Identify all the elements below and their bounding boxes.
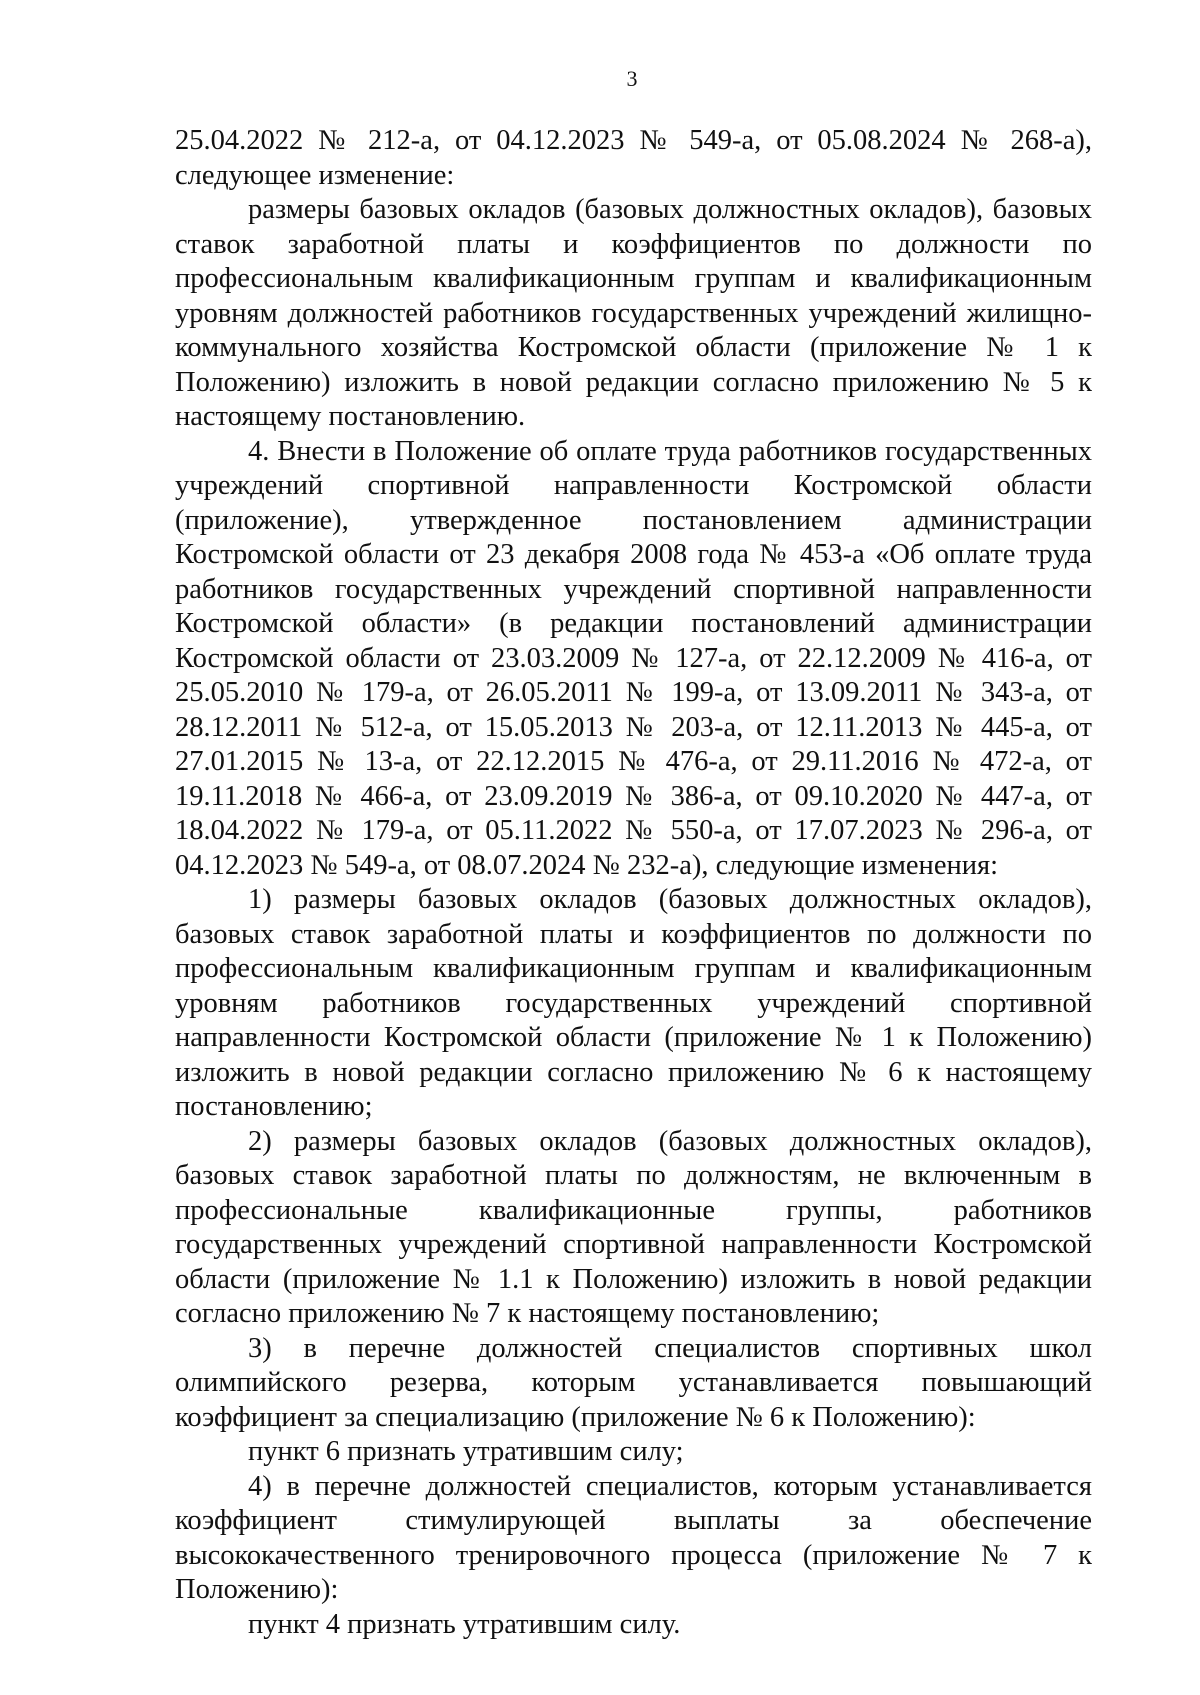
paragraph-continuation: 25.04.2022 № 212-а, от 04.12.2023 № 549-а, от 05.08.2024 № 268-а), следующее изменение:: [175, 125, 1092, 191]
paragraph-subitem-2: 2) размеры базовых окладов (базовых должностных окладов), базовых ставок заработной платы по должностям, не включенным в профессиональные квалификационные группы, работников государственных учреждений спортивной направленности Костромской области (приложение № 1.1 к Положению) изложить в новой редакции согласно приложению № 7 к настоящему постановлению;: [175, 1125, 1092, 1329]
paragraph-point-4-void: пункт 4 признать утратившим силу.: [248, 1608, 681, 1640]
paragraph-subitem-3: 3) в перечне должностей специалистов спортивных школ олимпийского резерва, которым устанавливается повышающий коэффициент за специализацию (приложение № 6 к Положению):: [175, 1332, 1092, 1433]
document-body: [175, 124, 1092, 1642]
paragraph-subitem-1: 1) размеры базовых окладов (базовых должностных окладов), базовых ставок заработной платы и коэффициентов по должности по профессиональным квалификационным группам и квалификационным уровням работников государственных учреждений спортивной направленности Костромской области (приложение № 1 к Положению) изложить в новой редакции согласно приложению № 6 к настоящему постановлению;: [175, 884, 1092, 1122]
paragraph-subitem-4: 4) в перечне должностей специалистов, которым устанавливается коэффициент стимулирующей выплаты за обеспечение высококачественного тренировочного процесса (приложение № 7 к Положению):: [175, 1470, 1092, 1605]
page-number: 3: [626, 66, 638, 91]
paragraph-point-6-void: пункт 6 признать утратившим силу;: [248, 1436, 684, 1467]
paragraph-item-4: 4. Внести в Положение об оплате труда работников государственных учреждений спортивной направленности Костромской области (приложение), утвержденное постановлением администрации Костромской области от 23 декабря 2008 года № 453-а «Об оплате труда работников государственных учреждений спортивной направленности Костромской области» (в редакции постановлений администрации Костромской области от 23.03.2009 № 127-а, от 22.12.2009 № 416-а, от 25.05.2010 № 179-а, от 26.05.2011 № 199-а, от 13.09.2011 № 343-а, от 28.12.2011 № 512-а, от 15.05.2013 № 203-а, от 12.11.2013 № 445-а, от 27.01.2015 № 13-а, от 22.12.2015 № 476-а, от 29.11.2016 № 472-а, от 19.11.2018 № 466-а, от 23.09.2019 № 386-а, от 09.10.2020 № 447-а, от 18.04.2022 № 179-а, от 05.11.2022 № 550-а, от 17.07.2023 № 296-а, от 04.12.2023 № 549-а, от 08.07.2024 № 232-а), следующие изменения:: [175, 435, 1092, 881]
paragraph-salary-sizes-housing: размеры базовых окладов (базовых должностных окладов), базовых ставок заработной платы и коэффициентов по должности по профессиональным квалификационным группам и квалификационным уровням должностей работников государственных учреждений жилищно-коммунального хозяйства Костромской области (приложение № 1 к Положению) изложить в новой редакции согласно приложению № 5 к настоящему постановлению.: [175, 194, 1092, 432]
